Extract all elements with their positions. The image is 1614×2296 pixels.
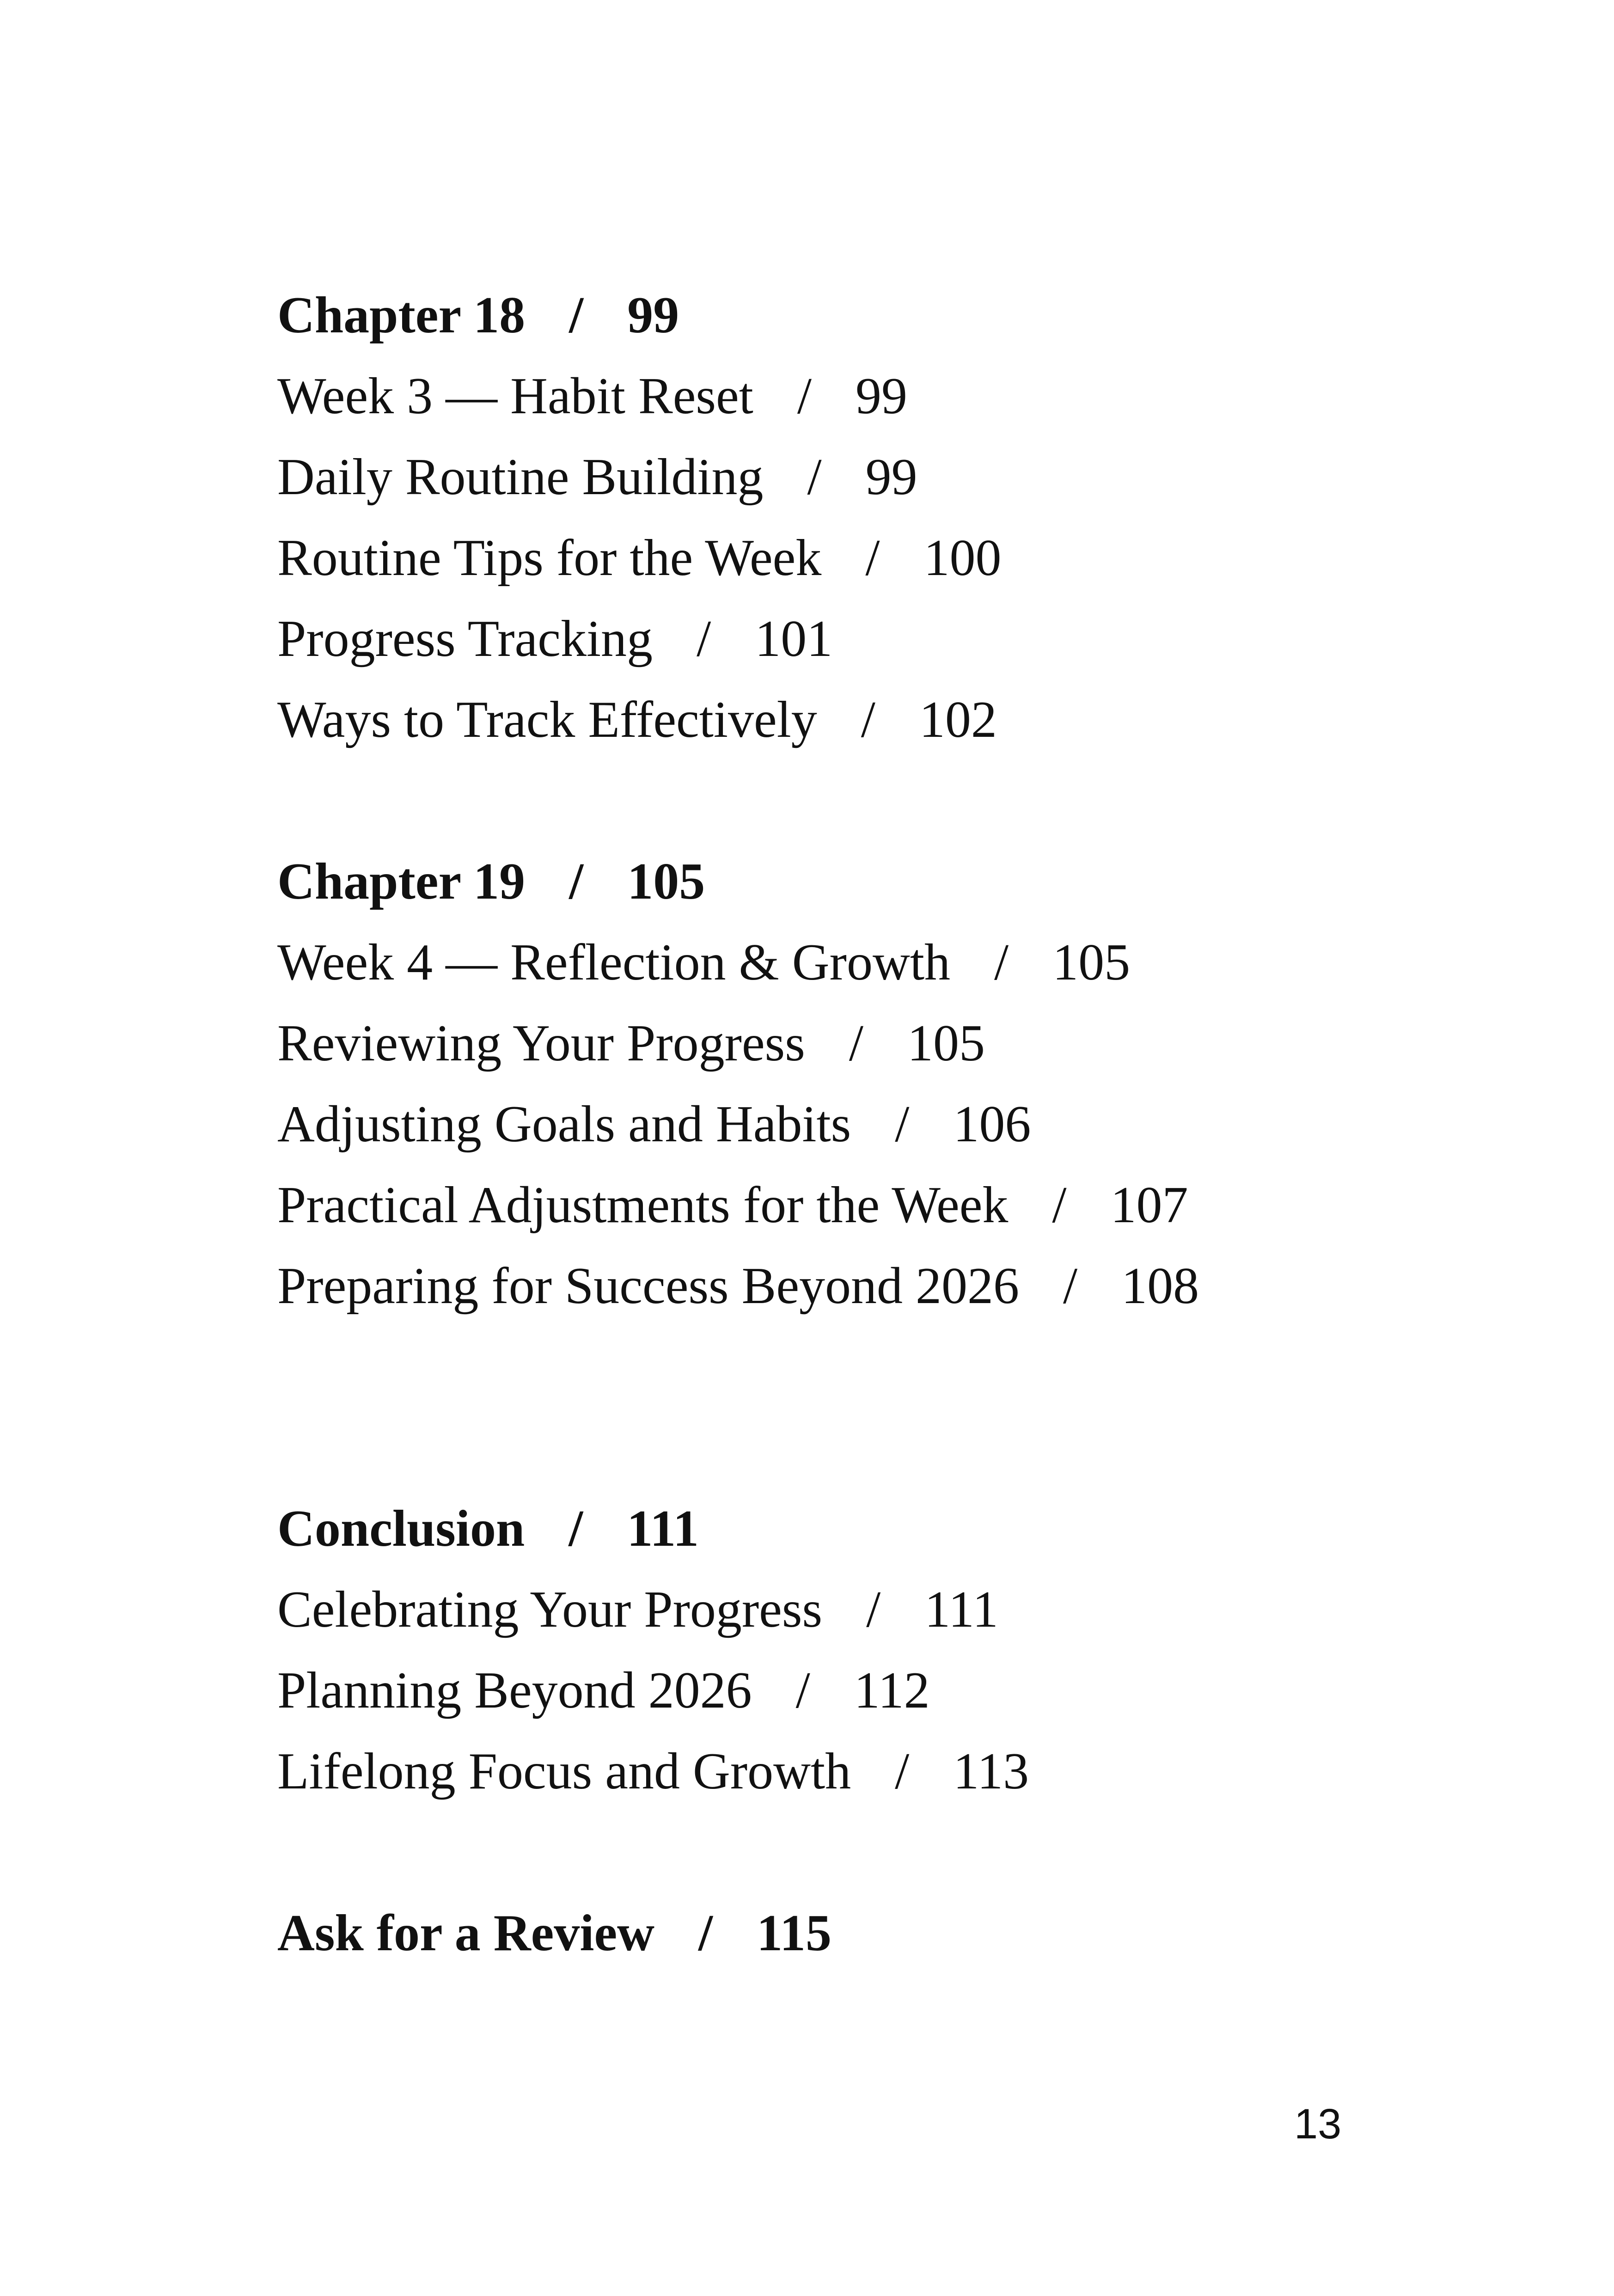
toc-separator: / bbox=[795, 1662, 810, 1719]
toc-page-number: 105 bbox=[1052, 934, 1131, 991]
toc-page-number: 106 bbox=[953, 1096, 1031, 1153]
toc-entry-title: Adjusting Goals and Habits bbox=[277, 1096, 851, 1153]
toc-page-number: 112 bbox=[854, 1662, 930, 1719]
toc-separator: / bbox=[797, 367, 812, 425]
toc-chapter-heading[interactable] bbox=[277, 1496, 699, 1561]
toc-page-number: 99 bbox=[627, 287, 679, 344]
toc-entry[interactable] bbox=[277, 445, 917, 509]
toc-entry[interactable] bbox=[277, 1011, 985, 1076]
toc-separator: / bbox=[569, 1500, 583, 1557]
toc-heading-title: Chapter 18 bbox=[277, 287, 526, 344]
toc-separator: / bbox=[849, 1015, 863, 1072]
toc-page-number: 101 bbox=[755, 610, 833, 667]
toc-entry[interactable] bbox=[277, 1577, 998, 1642]
toc-entry[interactable] bbox=[277, 606, 832, 671]
toc-separator: / bbox=[1063, 1257, 1078, 1315]
toc-chapter-heading[interactable] bbox=[277, 283, 679, 348]
toc-separator: / bbox=[807, 448, 822, 506]
toc-entry-title: Routine Tips for the Week bbox=[277, 529, 822, 587]
toc-separator: / bbox=[895, 1096, 910, 1153]
toc-entry-title: Ways to Track Effectively bbox=[277, 691, 817, 748]
toc-separator: / bbox=[994, 934, 1009, 991]
toc-entry[interactable] bbox=[277, 364, 907, 429]
toc-page-number: 113 bbox=[953, 1743, 1029, 1800]
toc-separator: / bbox=[865, 529, 880, 587]
toc-page-number: 108 bbox=[1121, 1257, 1199, 1315]
toc-entry-title: Week 3 — Habit Reset bbox=[277, 367, 753, 425]
toc-entry[interactable] bbox=[277, 1658, 930, 1723]
toc-separator: / bbox=[861, 691, 875, 748]
toc-entry[interactable] bbox=[277, 526, 1002, 590]
page-number: 13 bbox=[1294, 2100, 1342, 2148]
toc-chapter-heading[interactable] bbox=[277, 849, 705, 914]
toc-page-number: 102 bbox=[919, 691, 997, 748]
toc-entry[interactable] bbox=[277, 1092, 1031, 1157]
toc-entry-title: Reviewing Your Progress bbox=[277, 1015, 805, 1072]
toc-entry-title: Daily Routine Building bbox=[277, 448, 764, 506]
toc-page-number: 111 bbox=[627, 1500, 699, 1557]
toc-separator: / bbox=[697, 610, 711, 667]
toc-page-number: 107 bbox=[1110, 1176, 1188, 1234]
toc-page-number: 111 bbox=[924, 1581, 998, 1638]
toc-entry-title: Practical Adjustments for the Week bbox=[277, 1176, 1009, 1234]
toc-chapter-heading[interactable] bbox=[277, 1901, 831, 1965]
toc-page-number: 100 bbox=[923, 529, 1002, 587]
toc-page-number: 105 bbox=[627, 853, 705, 910]
toc-separator: / bbox=[698, 1904, 713, 1962]
toc-heading-title: Conclusion bbox=[277, 1500, 525, 1557]
toc-entry[interactable] bbox=[277, 1254, 1199, 1318]
toc-page-number: 99 bbox=[855, 367, 907, 425]
toc-page-number: 105 bbox=[907, 1015, 985, 1072]
toc-heading-title: Ask for a Review bbox=[277, 1904, 655, 1962]
toc-entry-title: Preparing for Success Beyond 2026 bbox=[277, 1257, 1020, 1315]
toc-entry[interactable] bbox=[277, 687, 997, 752]
toc-entry-title: Lifelong Focus and Growth bbox=[277, 1743, 851, 1800]
toc-entry-title: Week 4 — Reflection & Growth bbox=[277, 934, 950, 991]
toc-separator: / bbox=[866, 1581, 881, 1638]
toc-entry[interactable] bbox=[277, 1173, 1188, 1237]
toc-separator: / bbox=[569, 287, 584, 344]
toc-entry-title: Planning Beyond 2026 bbox=[277, 1662, 752, 1719]
toc-separator: / bbox=[1052, 1176, 1067, 1234]
toc-page-number: 99 bbox=[865, 448, 917, 506]
toc-separator: / bbox=[895, 1743, 910, 1800]
toc-entry[interactable] bbox=[277, 1739, 1029, 1804]
toc-separator: / bbox=[569, 853, 584, 910]
toc-page-number: 115 bbox=[757, 1904, 831, 1962]
toc-entry[interactable] bbox=[277, 930, 1130, 995]
toc-entry-title: Celebrating Your Progress bbox=[277, 1581, 823, 1638]
toc-entry-title: Progress Tracking bbox=[277, 610, 653, 667]
toc-heading-title: Chapter 19 bbox=[277, 853, 526, 910]
